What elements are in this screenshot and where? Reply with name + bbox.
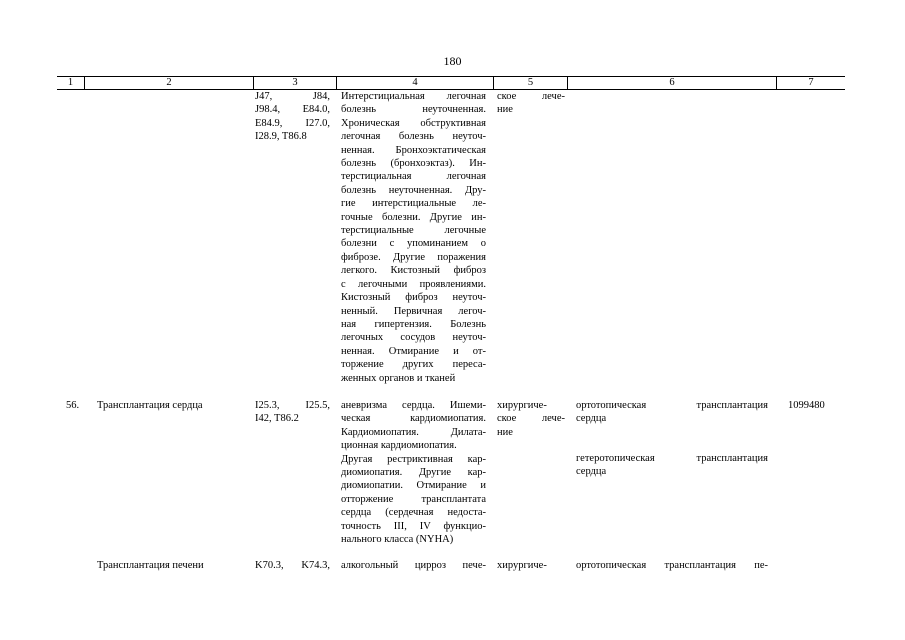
description-line: точность III, IV функцио- — [341, 520, 486, 532]
method-line: сердца — [576, 466, 607, 478]
description-cell — [341, 559, 486, 572]
description-line: болезнь неуточненная. Дру- — [341, 184, 486, 196]
cost-amount: 1099480 — [788, 400, 825, 411]
description-line: ненная. Бронхоэктатическая — [341, 144, 486, 156]
description-line: аневризма сердца. Ишеми- — [341, 400, 486, 411]
icd-code-line: K70.3, K74.3, — [255, 560, 330, 571]
description-line: болезни с упоминанием о — [341, 238, 486, 250]
description-line: отторжение трансплантата — [341, 493, 486, 505]
description-line: ционная кардиомиопатия. — [341, 440, 457, 452]
header-col-6: 6 — [669, 77, 675, 88]
header-col-4: 4 — [412, 77, 418, 88]
icd-code-line: J47, J84, — [255, 91, 330, 102]
header-col-1: 1 — [67, 77, 74, 88]
description-line: с легочными проявлениями. — [341, 278, 486, 290]
description-line: ная гипертензия. Болезнь — [341, 318, 486, 330]
description-line: легочная болезнь неуточ- — [341, 131, 486, 143]
description-line: Интерстициальная легочная — [341, 91, 486, 102]
method-spacer — [576, 426, 768, 452]
description-line: гие интерстициальные ле- — [341, 198, 486, 210]
treatment-line: ние — [497, 426, 513, 438]
header-col-7: 7 — [808, 77, 814, 88]
treatment-method-cell — [576, 559, 768, 572]
description-line: женных органов и тканей — [341, 372, 456, 384]
icd-code-line: I42, T86.2 — [255, 413, 299, 425]
description-line: фиброзе. Другие поражения — [341, 251, 486, 263]
icd-codes-cell — [255, 559, 330, 572]
description-line: легкого. Кистозный фиброз — [341, 265, 486, 277]
row-number: 56. — [66, 400, 80, 411]
description-line: торжение других переса- — [341, 359, 486, 371]
description-line: ненный. Первичная легоч- — [341, 305, 486, 317]
procedure-name: Трансплантация печени — [97, 560, 204, 571]
treatment-method-cell — [576, 399, 768, 479]
description-line: гочные болезни. Другие ин- — [341, 211, 486, 223]
treatment-line: ние — [497, 104, 513, 116]
icd-code-line: I25.3, I25.5, — [255, 400, 330, 411]
description-line: ческая кардиомиопатия. — [341, 413, 486, 425]
description-cell — [341, 399, 486, 546]
header-col-2: 2 — [166, 77, 172, 88]
treatment-line: хирургиче- — [497, 400, 547, 411]
method-line: ортотопическая трансплантация — [576, 400, 768, 411]
table-header — [57, 76, 845, 90]
description-line: болезнь неуточненная. — [341, 104, 486, 116]
treatment-type-cell — [497, 559, 565, 572]
header-col-3: 3 — [292, 77, 298, 88]
description-cell — [341, 90, 486, 385]
description-line: диомиопатия. Другие кар- — [341, 467, 486, 479]
page-number: 180 — [443, 54, 462, 68]
header-col-5: 5 — [527, 77, 534, 88]
description-line: Хроническая обструктивная — [341, 117, 486, 129]
icd-codes-cell — [255, 90, 330, 144]
description-line: диомиопатии. Отмирание и — [341, 480, 486, 492]
method-line: гетеротопическая трансплантация — [576, 452, 768, 464]
method-line: сердца — [576, 413, 607, 425]
description-line: нального класса (NYHA) — [341, 534, 454, 546]
treatment-line: ское лече- — [497, 413, 565, 425]
procedure-name: Трансплантация сердца — [97, 400, 203, 411]
description-line: Кистозный фиброз неуточ- — [341, 292, 486, 304]
description-line: терстициальные легочные — [341, 225, 486, 237]
description-line: Кардиомиопатия. Дилата- — [341, 426, 486, 438]
description-line: легочных сосудов неуточ- — [341, 332, 486, 344]
treatment-line: ское лече- — [497, 91, 565, 102]
icd-codes-cell — [255, 399, 330, 426]
treatment-line: хирургиче- — [497, 560, 547, 571]
icd-code-line: E84.9, I27.0, — [255, 117, 330, 129]
treatment-type-cell — [497, 90, 565, 117]
method-line: ортотопическая трансплантация пе- — [576, 560, 768, 571]
icd-code-line: I28.9, T86.8 — [255, 131, 307, 143]
description-line: сердца (сердечная недоста- — [341, 507, 486, 519]
treatment-type-cell — [497, 399, 565, 439]
description-line: терстициальная легочная — [341, 171, 486, 183]
description-line: ненная. Отмирание и от- — [341, 345, 486, 357]
description-line: алкогольный цирроз пече- — [341, 560, 486, 571]
description-line: Другая рестриктивная кар- — [341, 453, 486, 465]
description-line: болезнь (бронхоэктаз). Ин- — [341, 158, 486, 170]
icd-code-line: J98.4, E84.0, — [255, 104, 330, 116]
